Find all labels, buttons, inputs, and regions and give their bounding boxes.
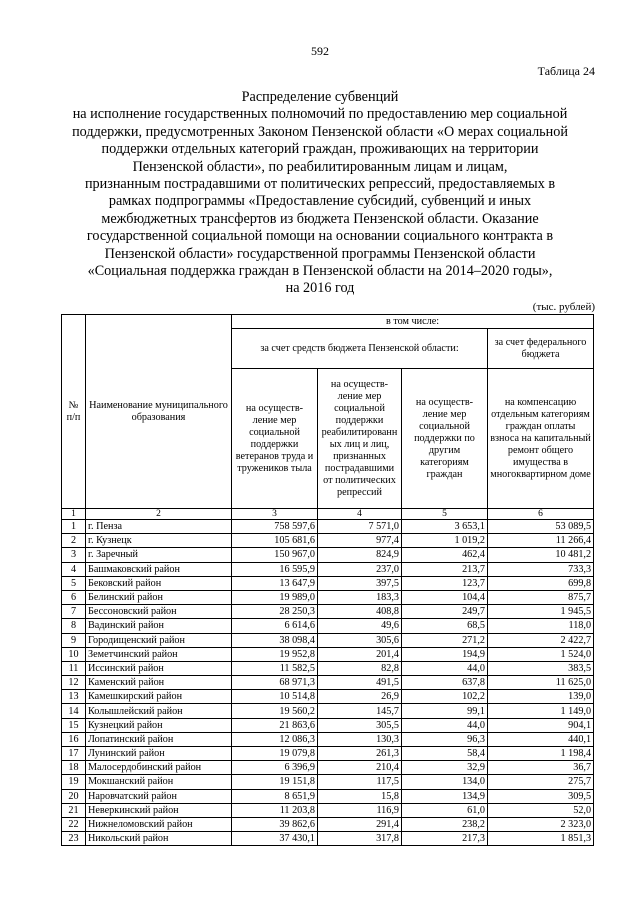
row-federal-value: 11 625,0 (488, 676, 594, 690)
row-veterans-value: 11 203,8 (232, 803, 318, 817)
row-federal-value: 440,1 (488, 732, 594, 746)
row-federal-value: 52,0 (488, 803, 594, 817)
row-other-categories-value: 96,3 (402, 732, 488, 746)
row-federal-value: 2 422,7 (488, 633, 594, 647)
row-name: Малосердобинский район (86, 761, 232, 775)
table-row (62, 562, 594, 576)
row-name: Никольский район (86, 832, 232, 846)
row-veterans-value: 11 582,5 (232, 661, 318, 675)
row-veterans-value: 19 560,2 (232, 704, 318, 718)
row-veterans-value: 13 647,9 (232, 576, 318, 590)
header-col3: на осуществ-ление мер социальной поддержки ветеранов труда и тружеников тыла (232, 369, 318, 509)
header-name: Наименование муниципального образования (86, 315, 232, 509)
title-line: «Социальная поддержка граждан в Пензенской области на 2014–2020 годы», (87, 263, 553, 280)
row-number: 16 (62, 732, 86, 746)
row-veterans-value: 6 396,9 (232, 761, 318, 775)
row-number: 19 (62, 775, 86, 789)
title-line: на 2016 год (285, 280, 355, 297)
row-other-categories-value: 68,5 (402, 619, 488, 633)
row-name: Мокшанский район (86, 775, 232, 789)
table-row (62, 633, 594, 647)
row-rehabilitated-value: 291,4 (318, 817, 402, 831)
title-line: признанным пострадавшими от политических репрессий, предоставляемых в (84, 176, 556, 193)
row-veterans-value: 39 862,6 (232, 817, 318, 831)
row-number: 22 (62, 817, 86, 831)
row-name: Каменский район (86, 676, 232, 690)
row-veterans-value: 150 967,0 (232, 548, 318, 562)
table-row (62, 619, 594, 633)
table-label: Таблица 24 (537, 64, 595, 78)
table-row (62, 520, 594, 534)
row-veterans-value: 37 430,1 (232, 832, 318, 846)
column-index-row (62, 509, 594, 520)
page-number: 592 (311, 44, 329, 58)
row-number: 18 (62, 761, 86, 775)
row-rehabilitated-value: 7 571,0 (318, 520, 402, 534)
table-row (62, 676, 594, 690)
row-federal-value: 1 198,4 (488, 747, 594, 761)
row-other-categories-value: 123,7 (402, 576, 488, 590)
row-other-categories-value: 249,7 (402, 605, 488, 619)
table-row (62, 647, 594, 661)
table-row (62, 761, 594, 775)
title-line: Пензенской области» государственной программы Пензенской области (104, 245, 536, 262)
row-rehabilitated-value: 824,9 (318, 548, 402, 562)
row-name: Вадинский район (86, 619, 232, 633)
table-row (62, 732, 594, 746)
row-other-categories-value: 58,4 (402, 747, 488, 761)
table-body (62, 509, 594, 846)
table-row (62, 817, 594, 831)
table-row (62, 661, 594, 675)
table-row (62, 803, 594, 817)
row-veterans-value: 16 595,9 (232, 562, 318, 576)
row-other-categories-value: 194,9 (402, 647, 488, 661)
row-number: 8 (62, 619, 86, 633)
row-other-categories-value: 44,0 (402, 661, 488, 675)
row-rehabilitated-value: 130,3 (318, 732, 402, 746)
row-other-categories-value: 104,4 (402, 590, 488, 604)
row-number: 4 (62, 562, 86, 576)
row-federal-value: 383,5 (488, 661, 594, 675)
header-including: в том числе: (232, 315, 594, 329)
row-name: Бессоновский район (86, 605, 232, 619)
row-name: Городищенский район (86, 633, 232, 647)
row-name: Белинский район (86, 590, 232, 604)
row-other-categories-value: 102,2 (402, 690, 488, 704)
row-veterans-value: 8 651,9 (232, 789, 318, 803)
row-veterans-value: 21 863,6 (232, 718, 318, 732)
row-other-categories-value: 271,2 (402, 633, 488, 647)
title-line: Пензенской области», по реабилитированным лицам и лицам, (132, 158, 508, 175)
row-veterans-value: 758 597,6 (232, 520, 318, 534)
row-number: 9 (62, 633, 86, 647)
row-number: 11 (62, 661, 86, 675)
row-federal-value: 1 851,3 (488, 832, 594, 846)
row-other-categories-value: 61,0 (402, 803, 488, 817)
row-federal-value: 53 089,5 (488, 520, 594, 534)
row-veterans-value: 19 952,8 (232, 647, 318, 661)
column-index: 3 (232, 509, 318, 520)
row-other-categories-value: 44,0 (402, 718, 488, 732)
row-number: 17 (62, 747, 86, 761)
table-row (62, 576, 594, 590)
row-veterans-value: 28 250,3 (232, 605, 318, 619)
table-row (62, 718, 594, 732)
header-regional: за счет средств бюджета Пензенской области: (232, 329, 488, 369)
row-number: 6 (62, 590, 86, 604)
row-rehabilitated-value: 210,4 (318, 761, 402, 775)
row-name: г. Кузнецк (86, 534, 232, 548)
row-other-categories-value: 1 019,2 (402, 534, 488, 548)
row-number: 2 (62, 534, 86, 548)
row-rehabilitated-value: 183,3 (318, 590, 402, 604)
row-federal-value: 10 481,2 (488, 548, 594, 562)
header-col4: на осуществ-ление мер социальной поддержки реабилитированн ых лиц и лиц, признанных пострадавшими от политических репрессий (318, 369, 402, 509)
row-rehabilitated-value: 977,4 (318, 534, 402, 548)
column-index: 5 (402, 509, 488, 520)
row-federal-value: 11 266,4 (488, 534, 594, 548)
row-other-categories-value: 238,2 (402, 817, 488, 831)
row-rehabilitated-value: 491,5 (318, 676, 402, 690)
title-line: государственной социальной помощи на основании социального контракта в (86, 228, 554, 245)
row-number: 21 (62, 803, 86, 817)
row-veterans-value: 19 079,8 (232, 747, 318, 761)
row-rehabilitated-value: 408,8 (318, 605, 402, 619)
row-veterans-value: 19 151,8 (232, 775, 318, 789)
title-line: поддержки отдельных категорий граждан, проживающих на территории (101, 141, 539, 158)
column-index: 4 (318, 509, 402, 520)
row-number: 13 (62, 690, 86, 704)
row-veterans-value: 19 989,0 (232, 590, 318, 604)
table-row (62, 789, 594, 803)
row-veterans-value: 6 614,6 (232, 619, 318, 633)
subvention-table (61, 314, 594, 846)
row-other-categories-value: 134,0 (402, 775, 488, 789)
row-veterans-value: 68 971,3 (232, 676, 318, 690)
table-row (62, 747, 594, 761)
units-note: (тыс. рублей) (532, 301, 595, 313)
row-veterans-value: 38 098,4 (232, 633, 318, 647)
title-line: поддержки, предусмотренных Законом Пензенской области «О мерах социальной (72, 123, 568, 140)
row-rehabilitated-value: 305,5 (318, 718, 402, 732)
row-number: 20 (62, 789, 86, 803)
row-rehabilitated-value: 117,5 (318, 775, 402, 789)
row-other-categories-value: 134,9 (402, 789, 488, 803)
row-number: 7 (62, 605, 86, 619)
row-name: Наровчатский район (86, 789, 232, 803)
row-federal-value: 733,3 (488, 562, 594, 576)
row-rehabilitated-value: 145,7 (318, 704, 402, 718)
row-name: Иссинский район (86, 661, 232, 675)
table-row (62, 590, 594, 604)
title-line: межбюджетных трансфертов из бюджета Пензенской области. Оказание (101, 210, 539, 227)
header-num: № п/п (62, 315, 86, 509)
table-row (62, 605, 594, 619)
row-federal-value: 1 524,0 (488, 647, 594, 661)
row-number: 12 (62, 676, 86, 690)
row-number: 3 (62, 548, 86, 562)
row-name: Камешкирский район (86, 690, 232, 704)
row-number: 23 (62, 832, 86, 846)
row-federal-value: 875,7 (488, 590, 594, 604)
row-federal-value: 139,0 (488, 690, 594, 704)
row-federal-value: 1 945,5 (488, 605, 594, 619)
row-rehabilitated-value: 237,0 (318, 562, 402, 576)
table-row (62, 704, 594, 718)
row-name: Бековский район (86, 576, 232, 590)
row-name: г. Пенза (86, 520, 232, 534)
table-row (62, 775, 594, 789)
document-title (50, 89, 590, 298)
column-index: 2 (86, 509, 232, 520)
row-federal-value: 1 149,0 (488, 704, 594, 718)
column-index: 6 (488, 509, 594, 520)
row-name: Кузнецкий район (86, 718, 232, 732)
row-federal-value: 2 323,0 (488, 817, 594, 831)
row-rehabilitated-value: 305,6 (318, 633, 402, 647)
row-federal-value: 904,1 (488, 718, 594, 732)
row-federal-value: 309,5 (488, 789, 594, 803)
row-number: 10 (62, 647, 86, 661)
row-other-categories-value: 213,7 (402, 562, 488, 576)
title-line: на исполнение государственных полномочий по предоставлению мер социальной (72, 106, 568, 123)
row-name: Лопатинский район (86, 732, 232, 746)
row-rehabilitated-value: 116,9 (318, 803, 402, 817)
table-row (62, 548, 594, 562)
row-federal-value: 699,8 (488, 576, 594, 590)
column-index: 1 (62, 509, 86, 520)
header-federal: за счет федерального бюджета (488, 329, 594, 369)
row-other-categories-value: 99,1 (402, 704, 488, 718)
row-rehabilitated-value: 261,3 (318, 747, 402, 761)
row-name: Нижнеломовский район (86, 817, 232, 831)
header-col6: на компенсацию отдельным категориям граждан оплаты взноса на капитальный ремонт общего имущества в многоквартирном доме (488, 369, 594, 509)
title-line: рамках подпрограммы «Предоставление субсидий, субвенций и иных (108, 193, 532, 210)
header-col5: на осуществ-ление мер социальной поддержки по другим категориям граждан (402, 369, 488, 509)
row-veterans-value: 10 514,8 (232, 690, 318, 704)
row-number: 1 (62, 520, 86, 534)
row-other-categories-value: 462,4 (402, 548, 488, 562)
table-row (62, 832, 594, 846)
row-veterans-value: 105 681,6 (232, 534, 318, 548)
row-rehabilitated-value: 15,8 (318, 789, 402, 803)
row-federal-value: 118,0 (488, 619, 594, 633)
row-other-categories-value: 637,8 (402, 676, 488, 690)
row-name: Колышлейский район (86, 704, 232, 718)
title-line: Распределение субвенций (241, 89, 399, 105)
row-federal-value: 36,7 (488, 761, 594, 775)
table-row (62, 534, 594, 548)
row-number: 5 (62, 576, 86, 590)
row-rehabilitated-value: 49,6 (318, 619, 402, 633)
row-other-categories-value: 3 653,1 (402, 520, 488, 534)
row-name: Башмаковский район (86, 562, 232, 576)
row-number: 14 (62, 704, 86, 718)
table-row (62, 690, 594, 704)
row-rehabilitated-value: 26,9 (318, 690, 402, 704)
row-other-categories-value: 32,9 (402, 761, 488, 775)
row-rehabilitated-value: 397,5 (318, 576, 402, 590)
row-name: Земетчинский район (86, 647, 232, 661)
row-other-categories-value: 217,3 (402, 832, 488, 846)
row-number: 15 (62, 718, 86, 732)
row-name: Лунинский район (86, 747, 232, 761)
row-name: г. Заречный (86, 548, 232, 562)
row-rehabilitated-value: 82,8 (318, 661, 402, 675)
row-rehabilitated-value: 317,8 (318, 832, 402, 846)
row-federal-value: 275,7 (488, 775, 594, 789)
row-name: Неверкинский район (86, 803, 232, 817)
row-veterans-value: 12 086,3 (232, 732, 318, 746)
row-rehabilitated-value: 201,4 (318, 647, 402, 661)
